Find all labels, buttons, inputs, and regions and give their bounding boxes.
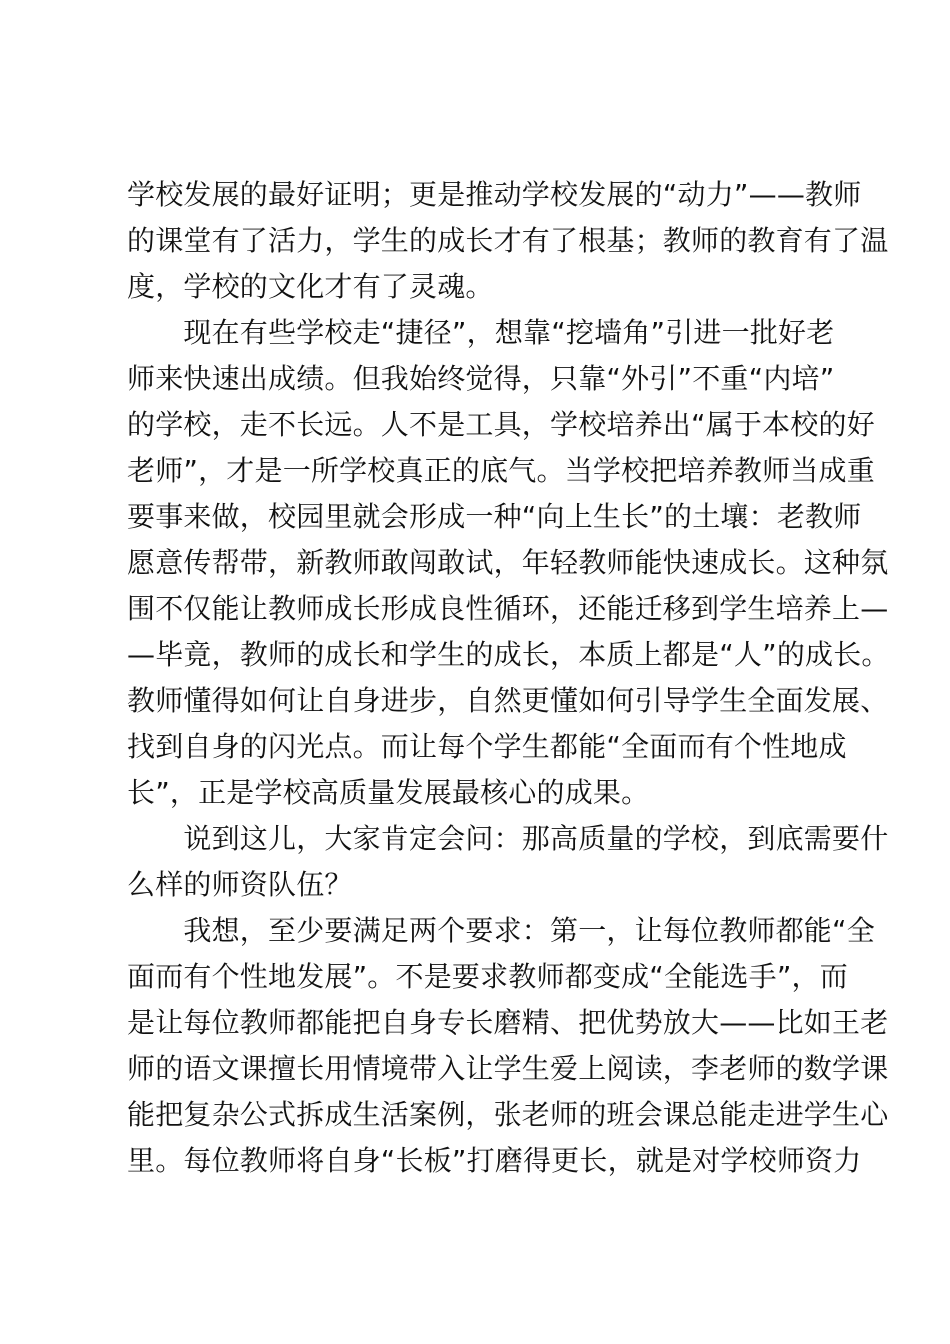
text-line: —毕竟，教师的成长和学生的成长，本质上都是“人”的成长。: [127, 638, 890, 671]
text-line: 围不仅能让教师成长形成良性循环，还能迁移到学生培养上—: [127, 592, 889, 625]
text-line: 么样的师资队伍？: [127, 868, 353, 901]
text-line: 老师”，才是一所学校真正的底气。当学校把培养教师当成重: [127, 454, 875, 487]
text-line: 度，学校的文化才有了灵魂。: [127, 270, 494, 303]
text-line: 找到自身的闪光点。而让每个学生都能“全面而有个性地成: [127, 730, 847, 763]
text-line: 的课堂有了活力，学生的成长才有了根基；教师的教育有了温: [127, 224, 889, 257]
text-line: 是让每位教师都能把自身专长磨精、把优势放大——比如王老: [127, 1006, 889, 1039]
text-line: 要事来做，校园里就会形成一种“向上生长”的土壤：老教师: [127, 500, 862, 533]
text-line: 愿意传帮带，新教师敢闯敢试，年轻教师能快速成长。这种氛: [127, 546, 889, 579]
text-line: 里。每位教师将自身“长板”打磨得更长，就是对学校师资力: [127, 1144, 862, 1177]
text-line: 师的语文课擅长用情境带入让学生爱上阅读，李老师的数学课: [127, 1052, 889, 1085]
text-line: 的学校，走不长远。人不是工具，学校培养出“属于本校的好: [127, 408, 875, 441]
text-line: 学校发展的最好证明；更是推动学校发展的“动力”——教师: [127, 178, 862, 211]
text-line: 师来快速出成绩。但我始终觉得，只靠“外引”不重“内培”: [127, 362, 835, 395]
text-line: 能把复杂公式拆成生活案例，张老师的班会课总能走进学生心: [127, 1098, 889, 1131]
text-line: 现在有些学校走“捷径”，想靠“挖墙角”引进一批好老: [127, 316, 835, 349]
body-text: [127, 172, 890, 1184]
text-line: 教师懂得如何让自身进步，自然更懂如何引导学生全面发展、: [127, 684, 889, 717]
text-line: 我想，至少要满足两个要求：第一，让每位教师都能“全: [127, 914, 875, 947]
text-line: 面而有个性地发展”。不是要求教师都变成“全能选手”，而: [127, 960, 848, 993]
text-line: 说到这儿，大家肯定会问：那高质量的学校，到底需要什: [127, 822, 889, 855]
text-line: 长”，正是学校高质量发展最核心的成果。: [127, 776, 650, 809]
